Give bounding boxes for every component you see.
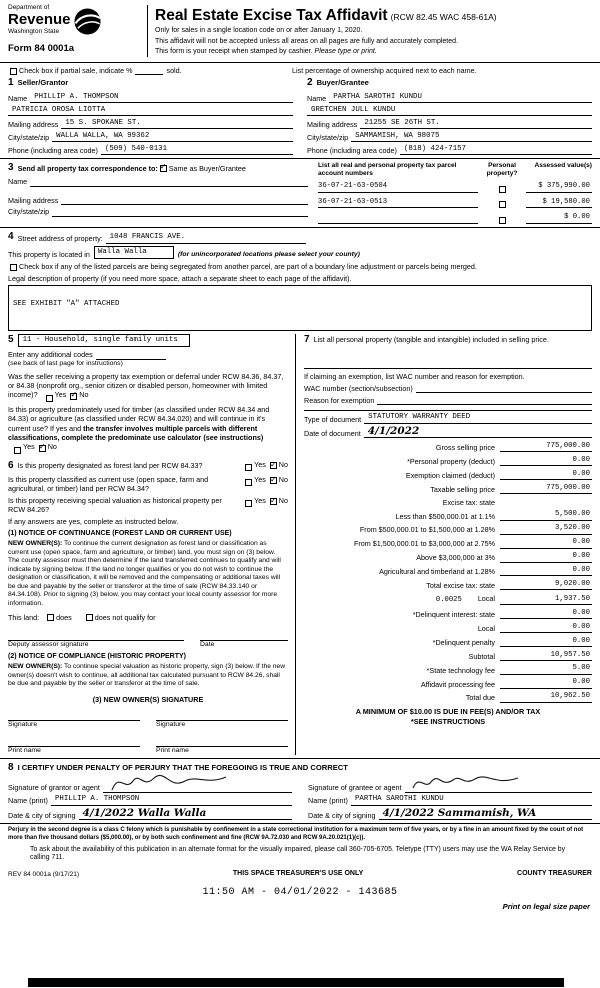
s6q1-no-checkbox[interactable]: ✓ xyxy=(269,459,277,469)
buyer-mailing-label: Mailing address xyxy=(307,119,358,129)
agricultural-timberland-value[interactable]: 0.00 xyxy=(500,566,592,576)
total-due-value[interactable]: 10,962.50 xyxy=(500,692,592,702)
personal-property-list-input[interactable] xyxy=(304,349,592,369)
seller-name2-input[interactable]: PATRICIA OROSA LIOTTA xyxy=(8,106,293,116)
personal-property-checkbox-3[interactable] xyxy=(499,217,506,224)
section4-rule xyxy=(0,227,600,228)
personal-property-header: Personal property? xyxy=(486,162,518,177)
buyer-name-label: Name xyxy=(307,93,327,103)
deputy-assessor-signature-line[interactable] xyxy=(8,633,184,641)
parcel-row xyxy=(318,197,592,209)
tier2-value[interactable]: 3,520.00 xyxy=(500,524,592,534)
certification-title: I CERTIFY UNDER PENALTY OF PERJURY THAT THE FOREGOING IS TRUE AND CORRECT xyxy=(17,763,348,773)
cashier-stamp: 11:50 AM - 04/01/2022 - 143685 xyxy=(202,887,398,899)
no-label: No xyxy=(278,459,288,469)
tier1-value[interactable]: 5,500.00 xyxy=(500,510,592,520)
deputy-date-line[interactable] xyxy=(200,633,288,641)
notice-compliance-title: (2) NOTICE OF COMPLIANCE (HISTORIC PROPERTY) xyxy=(8,652,186,660)
no-label: No xyxy=(79,390,89,400)
footer-rule xyxy=(0,823,600,824)
tier4-label: Above $3,000,000 at 3% xyxy=(416,553,495,563)
delinquent-penalty-value[interactable]: 0.00 xyxy=(500,637,592,647)
treasurer-use-label: THIS SPACE TREASURER'S USE ONLY xyxy=(232,870,364,878)
personal-property-checkbox-1[interactable] xyxy=(499,186,506,193)
buyer-grantee-title: Buyer/Grantee xyxy=(316,78,369,88)
grantee-signature-scribble xyxy=(411,770,521,794)
s5q2-yes-checkbox[interactable] xyxy=(14,447,21,454)
wac-number-input[interactable] xyxy=(416,384,592,393)
gross-selling-price-value[interactable]: 775,000.00 xyxy=(500,442,592,452)
s6q3-yes-checkbox[interactable] xyxy=(245,500,252,507)
form-title-rcw: (RCW 82.45 WAC 458-61A) xyxy=(390,12,497,22)
buyer-name-input[interactable]: PARTHA SAROTHI KUNDU xyxy=(329,93,592,103)
delinquent-penalty-label: *Delinquent penalty xyxy=(432,637,495,647)
buyer-phone-input[interactable]: (818) 424-7157 xyxy=(400,145,592,155)
correspondence-name-input[interactable] xyxy=(30,178,308,187)
section4-number: 4 xyxy=(8,230,14,242)
yes-label: Yes xyxy=(23,442,35,452)
parcel-number-input[interactable]: 36-07-21-63-0504 xyxy=(318,182,478,192)
legal-description-label: Legal description of property (if you need more space, attach a separate sheet to each page of the affidavit). xyxy=(8,273,352,283)
total-due-label: Total due xyxy=(465,693,495,703)
assessed-value-input[interactable]: $ 19,580.00 xyxy=(526,198,592,208)
land-use-code-select[interactable]: 11 - Household, single family units xyxy=(18,334,190,347)
section6-number: 6 xyxy=(8,459,14,471)
street-address-label: Street address of property: xyxy=(17,234,103,244)
section3-rule xyxy=(0,158,600,159)
section7-divider xyxy=(304,410,592,411)
section-seller xyxy=(8,77,293,155)
land-does-checkbox[interactable] xyxy=(47,614,54,621)
signature-label-2: Signature xyxy=(156,720,186,728)
historical-property-question: Is this property receiving special valuation as historical property per RCW 84.26? xyxy=(8,495,222,515)
parcel-number-input[interactable]: 36-07-21-63-0513 xyxy=(318,198,478,208)
gross-selling-price-label: Gross selling price xyxy=(435,443,495,453)
print-name-label-2: Print name xyxy=(156,746,189,754)
header-line2: This affidavit will not be accepted unless all areas on all pages are fully and accurately completed. xyxy=(155,37,458,45)
delinquent-interest-state-label: *Delinquent interest: state xyxy=(412,609,495,619)
header-divider xyxy=(147,5,148,57)
grantee-signature-label: Signature of grantee or agent xyxy=(308,783,402,793)
predominate-use-question-bold: the transfer involves multiple parcels with different classifications, complete the predominate use calculator (see instructions) xyxy=(8,423,264,442)
predominate-use-question: Is this property predominately used for timber (as classified under RCW 84.34 and 84.33) or agriculture (as classified under RCW 84.34.020) and will continue in it's current use? If yes and xyxy=(8,405,270,433)
total-excise-state-label: Total excise tax: state xyxy=(426,581,495,591)
this-land-label: This land: xyxy=(8,612,40,622)
form-footer xyxy=(0,827,600,912)
header-line3-italic: Please type or print. xyxy=(314,48,377,56)
grantor-print-label: Name (print) xyxy=(8,796,48,806)
print-legal-size-note: Print on legal size paper xyxy=(502,902,590,912)
street-address-input[interactable]: 1048 FRANCIS AVE. xyxy=(106,233,306,243)
seller-mailing-label: Mailing address xyxy=(8,119,59,129)
section3-number: 3 xyxy=(8,162,14,174)
section-certification xyxy=(0,762,600,820)
assessed-value-input[interactable]: $ 0.00 xyxy=(526,213,592,223)
header-line1: Only for sales in a single location code on or after January 1, 2020. xyxy=(155,27,363,35)
seller-phone-input[interactable]: (509) 540-0131 xyxy=(101,145,293,155)
tier3-label: From $1,500,000.01 to $3,000,000 at 2.75% xyxy=(353,539,495,549)
personal-property-deduct-value[interactable]: 0.00 xyxy=(500,456,592,466)
section-correspondence xyxy=(0,162,600,224)
subtotal-value[interactable]: 10,957.50 xyxy=(500,651,592,661)
form-header xyxy=(0,0,600,59)
taxable-selling-price-value[interactable]: 775,000.00 xyxy=(500,484,592,494)
local-tax-value[interactable]: 1,937.50 xyxy=(500,595,592,605)
parcel-row xyxy=(318,212,592,224)
seller-name-input[interactable]: PHILLIP A. THOMPSON xyxy=(30,93,293,103)
s6q1-yes-checkbox[interactable] xyxy=(245,464,252,471)
s5q1-yes-checkbox[interactable] xyxy=(46,395,53,402)
legal-description-value: SEE EXHIBIT "A" ATTACHED xyxy=(13,299,120,308)
delinquent-interest-local-value[interactable]: 0.00 xyxy=(500,623,592,633)
notice2-lead: NEW OWNER(S): xyxy=(8,662,63,670)
segregated-label: Check box if any of the listed parcels are being segregated from another parcel, are part of a boundary line adjustment or parcels being merged. xyxy=(19,261,477,271)
county-treasurer-label: COUNTY TREASURER xyxy=(517,870,592,878)
grantor-print-input[interactable]: PHILLIP A. THOMPSON xyxy=(51,795,292,805)
dor-logo-block xyxy=(8,5,140,36)
grantee-date-label: Date & city of signing xyxy=(308,810,376,820)
affidavit-processing-fee-label: Affidavit processing fee xyxy=(420,679,495,689)
land-does-not-label: does not qualify for xyxy=(94,612,156,622)
doc-type-input[interactable]: STATUTORY WARRANTY DEED xyxy=(364,413,592,423)
reason-exemption-label: Reason for exemption xyxy=(304,395,375,405)
additional-codes-input[interactable] xyxy=(96,352,166,360)
parcel-number-input[interactable] xyxy=(318,215,478,224)
buyer-mailing-input[interactable]: 21255 SE 26TH ST. xyxy=(360,119,592,129)
grantor-signature-scribble xyxy=(109,770,229,794)
answers-yes-instruction: If any answers are yes, complete as instructed below. xyxy=(8,517,179,527)
taxable-selling-price-label: Taxable selling price xyxy=(430,484,495,494)
notice2-body: To continue special valuation as historic property, sign (3) below. If the new owner(s) doesn't wish to continue, all additional tax calculated pursuant to RCW 84.26, shall be due and payable by the seller or transferor at the time of sale. xyxy=(8,662,286,688)
correspondence-city-label: City/state/zip xyxy=(8,207,50,217)
land-does-not-checkbox[interactable] xyxy=(86,614,93,621)
section7-number: 7 xyxy=(304,333,310,345)
signature-label-1: Signature xyxy=(8,720,38,728)
wac-number-label: WAC number (section/subsection) xyxy=(304,383,413,393)
rev-number: REV 84 0001a (9/17/21) xyxy=(8,870,80,878)
located-in-label: This property is located in xyxy=(8,250,90,260)
buyer-city-label: City/state/zip xyxy=(307,132,349,142)
section-buyer xyxy=(307,77,592,155)
partial-sale-checkbox[interactable] xyxy=(10,68,17,75)
land-does-label: does xyxy=(56,612,72,622)
s6q3-no-checkbox[interactable]: ✓ xyxy=(269,495,277,505)
reason-exemption-input[interactable] xyxy=(377,396,592,405)
no-label: No xyxy=(278,474,288,484)
local-tax-label: Local xyxy=(477,593,495,603)
exemption-claimed-value[interactable]: 0.00 xyxy=(500,470,592,480)
new-owner-print-line-1[interactable] xyxy=(8,739,140,747)
s5q2-no-checkbox[interactable]: ✓ xyxy=(38,442,46,452)
sections-5-6-column xyxy=(8,334,296,755)
subtotal-label: Subtotal xyxy=(468,651,495,661)
correspondence-mailing-input[interactable] xyxy=(61,196,308,205)
section-7-column xyxy=(296,334,592,755)
correspondence-mailing-label: Mailing address xyxy=(8,195,59,205)
doc-date-label: Date of document xyxy=(304,429,361,439)
additional-codes-label: Enter any additional codes xyxy=(8,350,93,360)
section2-number: 2 xyxy=(307,77,313,89)
tier3-value[interactable]: 0.00 xyxy=(500,538,592,548)
current-use-question: Is this property classified as current use (open space, farm and agricultural, or timber) land per RCW 84.34? xyxy=(8,474,209,494)
header-rule xyxy=(0,62,600,63)
department-of-label: Department of xyxy=(8,4,50,11)
seller-grantor-title: Seller/Grantor xyxy=(17,78,69,88)
deputy-date-label: Date xyxy=(200,640,215,648)
see-instructions-note: *SEE INSTRUCTIONS xyxy=(410,716,486,726)
section5-number: 5 xyxy=(8,334,14,346)
yes-label: Yes xyxy=(54,390,67,400)
seller-phone-label: Phone (including area code) xyxy=(8,145,98,155)
buyer-phone-label: Phone (including area code) xyxy=(307,145,397,155)
form-title: Real Estate Excise Tax Affidavit xyxy=(155,7,388,24)
seller-city-input[interactable]: WALLA WALLA, WA 99362 xyxy=(52,132,293,142)
section1-number: 1 xyxy=(8,77,14,89)
exemption-deferral-question: Was the seller receiving a property tax exemption or deferral under RCW 84.36, 84.37, or 84.38 (nonprofit org., senior citizen or disabled person, homeowner with limited income)? xyxy=(8,371,284,400)
send-correspondence-label: Send all property tax correspondence to: xyxy=(17,163,158,173)
personal-property-checkbox-2[interactable] xyxy=(499,201,506,208)
partial-sale-sold-label: sold. xyxy=(166,66,182,76)
total-excise-state-value[interactable]: 9,020.00 xyxy=(500,580,592,590)
yes-label: Yes xyxy=(254,495,266,505)
notice-continuance-title: (1) NOTICE OF CONTINUANCE (FOREST LAND OR CURRENT USE) xyxy=(8,529,232,537)
legal-description-box[interactable] xyxy=(8,285,592,331)
no-label: No xyxy=(47,442,57,452)
s6q2-no-checkbox[interactable]: ✓ xyxy=(269,474,277,484)
washington-state-label: Washington State xyxy=(8,27,60,35)
seller-city-label: City/state/zip xyxy=(8,132,50,142)
grantor-date-label: Date & city of signing xyxy=(8,810,76,820)
grantee-date-input[interactable]: 4/1/2022 Sammamish, WA xyxy=(379,808,592,820)
same-as-buyer-checkbox[interactable]: ✓ xyxy=(159,162,167,172)
same-as-buyer-label: Same as Buyer/Grantee xyxy=(168,163,246,173)
s6q2-yes-checkbox[interactable] xyxy=(245,479,252,486)
parcel-numbers-header: List all real and personal property tax parcel account numbers xyxy=(318,162,457,177)
section-property xyxy=(0,231,600,283)
seller-mailing-input[interactable]: 15 S. SPOKANE ST. xyxy=(61,119,293,129)
agricultural-timberland-label: Agricultural and timberland at 1.28% xyxy=(379,567,495,577)
personal-property-deduct-label: *Personal property (deduct) xyxy=(407,456,495,466)
tier2-label: From $500,000.01 to $1,500,000 at 1.28% xyxy=(359,525,495,535)
new-owner-print-line-2[interactable] xyxy=(156,739,288,747)
local-rate-value: 0.0025 xyxy=(435,595,462,604)
minimum-due-note: A MINIMUM OF $10.00 IS DUE IN FEE(S) AND/OR TAX xyxy=(355,706,541,716)
forest-land-question: Is this property designated as forest land per RCW 84.33? xyxy=(17,460,203,470)
grantee-signature-line[interactable] xyxy=(405,780,592,793)
grantor-signature-line[interactable] xyxy=(103,780,292,793)
new-owner-signature-line-1[interactable] xyxy=(8,713,140,721)
additional-codes-note: (see back of last page for instructions) xyxy=(8,359,123,367)
notice1-lead: NEW OWNER(S): xyxy=(8,539,63,547)
state-technology-fee-label: *State technology fee xyxy=(426,665,495,675)
ownership-percentage-note: List percentage of ownership acquired next to each name. xyxy=(292,66,477,76)
form-number: Form 84 0001a xyxy=(8,43,75,54)
seller-name-label: Name xyxy=(8,93,28,103)
print-name-label-1: Print name xyxy=(8,746,41,754)
buyer-city-input[interactable]: SAMMAMISH, WA 98075 xyxy=(351,132,592,142)
located-in-note: (for unincorporated locations please select your county) xyxy=(177,250,360,258)
parcel-row xyxy=(318,181,592,193)
correspondence-name-label: Name xyxy=(8,177,28,187)
buyer-name2-input[interactable]: GRETCHEN JULL KUNDU xyxy=(307,106,592,116)
delinquent-interest-local-label: Local xyxy=(477,623,495,633)
partial-sale-label: Check box if partial sale, indicate % xyxy=(19,66,133,76)
s5q1-no-checkbox[interactable]: ✓ xyxy=(70,390,78,400)
new-owner-signature-line-2[interactable] xyxy=(156,713,288,721)
doc-date-input[interactable]: 4/1/2022 xyxy=(364,426,592,438)
located-in-select[interactable]: Walla Walla xyxy=(94,246,174,259)
partial-sale-percent-input[interactable] xyxy=(135,67,163,75)
doc-type-label: Type of document xyxy=(304,414,362,424)
tier1-label: Less than $500,000.01 at 1.1% xyxy=(395,511,495,521)
revenue-wordmark: Revenue xyxy=(8,10,71,28)
assessed-value-header: Assessed value(s) xyxy=(534,162,592,170)
delinquent-interest-state-value[interactable]: 0.00 xyxy=(500,609,592,619)
grantee-print-input[interactable]: PARTHA SAROTHI KUNDU xyxy=(351,795,592,805)
section8-number: 8 xyxy=(8,762,14,774)
grantor-date-input[interactable]: 4/1/2022 Walla Walla xyxy=(79,808,292,820)
affidavit-processing-fee-value[interactable]: 0.00 xyxy=(500,678,592,688)
notice1-body: To continue the current designation as forest land or classification as current use (open space, farm and agriculture, or timber) land, you must sign on (3) below. The county assessor must then determine if the land transferred continues to qualify and will indicate by signing below. If the land no longer qualifies or you do not wish to continue the designation or classification, it will be removed and the compensating or additional taxes will be due and payable by the seller or transferor at the time of sale (RCW 84.33.140 or 84.34.108). Prior to signing (3) below, you may contact your local county assessor for more information. xyxy=(8,539,281,607)
no-label: No xyxy=(278,495,288,505)
accessibility-statement: To ask about the availability of this publication in an alternate format for the visually impaired, please call 360-705-6705. Teletype (TTY) users may use the WA Relay Service by calling 711. xyxy=(30,845,566,862)
header-line3: This form is your receipt when stamped by cashier. xyxy=(155,48,313,56)
claiming-exemption-label: If claiming an exemption, list WAC number and reason for exemption. xyxy=(304,372,525,382)
grantor-signature-label: Signature of grantor or agent xyxy=(8,783,100,793)
perjury-statement: Perjury in the second degree is a class C felony which is punishable by confinement in a state correctional institution for a maximum term of five years, or by a fine in an amount fixed by the court of not more than five thousand dollars ($5,000.00), or by both such confinement and fine (RCW 9A.72.030 and RCW 9A.20.021(1)(c)). xyxy=(8,827,584,841)
segregated-checkbox[interactable] xyxy=(10,264,17,271)
yes-label: Yes xyxy=(254,459,266,469)
assessed-value-input[interactable]: $ 375,990.00 xyxy=(526,182,592,192)
deputy-assessor-label: Deputy assessor signature xyxy=(8,640,89,648)
correspondence-city-input[interactable] xyxy=(52,208,308,217)
yes-label: Yes xyxy=(254,474,266,484)
revenue-logo-icon xyxy=(73,7,102,36)
grantee-print-label: Name (print) xyxy=(308,796,348,806)
excise-tax-state-header: Excise tax: state xyxy=(442,497,495,507)
section8-rule xyxy=(0,758,600,759)
personal-property-intro: List all personal property (tangible and intangible) included in selling price. xyxy=(313,334,549,344)
tier4-value[interactable]: 0.00 xyxy=(500,552,592,562)
exemption-claimed-label: Exemption claimed (deduct) xyxy=(405,470,495,480)
bottom-scan-bar xyxy=(28,978,564,987)
new-owners-signature-title: (3) NEW OWNER(S) SIGNATURE xyxy=(92,694,204,704)
state-technology-fee-value[interactable]: 5.00 xyxy=(500,664,592,674)
